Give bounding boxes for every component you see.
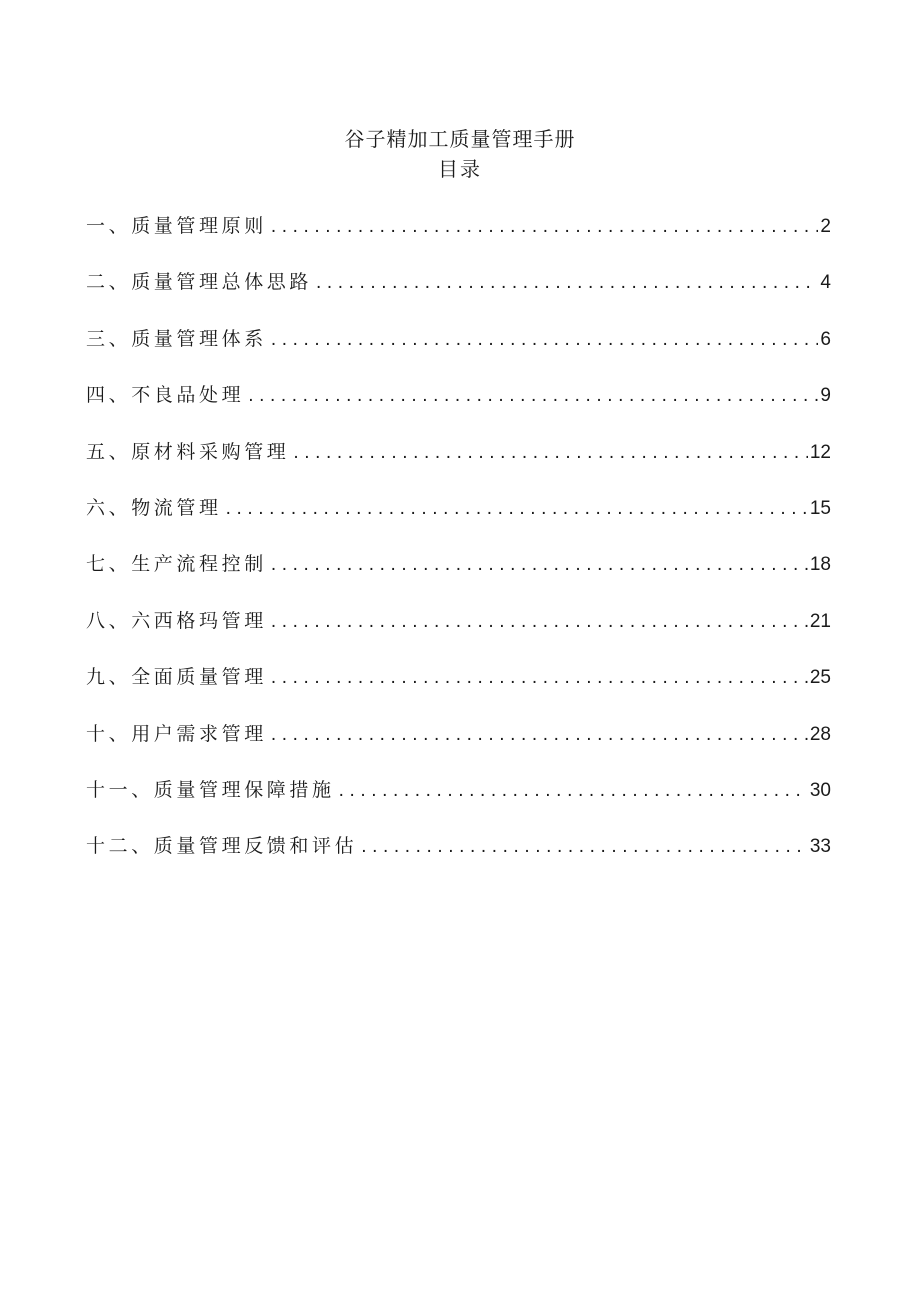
- toc-entry-label: 十一、质量管理保障措施: [86, 778, 335, 801]
- toc-entry-5[interactable]: [86, 437, 831, 493]
- toc-entry-4[interactable]: [86, 380, 831, 436]
- toc-entry-7[interactable]: [86, 549, 831, 605]
- toc-entry-page: 18: [809, 554, 831, 576]
- toc-dot-leader: [293, 438, 807, 468]
- toc-entry-page: 12: [809, 441, 831, 463]
- toc-entry-11[interactable]: [86, 775, 831, 831]
- toc-dot-leader: [271, 720, 808, 750]
- toc-entry-page: 4: [820, 272, 831, 294]
- toc-entry-page: 9: [820, 385, 831, 407]
- toc-entry-1[interactable]: [86, 211, 831, 267]
- toc-entry-page: 25: [809, 667, 831, 689]
- document-title: 谷子精加工质量管理手册: [344, 127, 576, 151]
- toc-entry-10[interactable]: [86, 719, 831, 775]
- toc-entry-label: 七、生产流程控制: [86, 553, 267, 576]
- toc-entry-3[interactable]: [86, 324, 831, 380]
- toc-entry-label: 一、质量管理原则: [86, 215, 267, 237]
- toc-entry-8[interactable]: [86, 606, 831, 662]
- toc-entry-label: 九、全面质量管理: [86, 666, 267, 689]
- toc-entry-page: 21: [809, 610, 831, 632]
- toc-dot-leader: [271, 607, 808, 637]
- toc-dot-leader: [339, 776, 808, 806]
- toc-entry-page: 15: [809, 497, 831, 519]
- toc-entry-label: 四、不良品处理: [86, 384, 245, 407]
- toc-entry-9[interactable]: [86, 662, 831, 718]
- toc-entry-page: 28: [809, 723, 831, 745]
- toc-entry-6[interactable]: [86, 493, 831, 549]
- toc-entry-2[interactable]: [86, 267, 831, 323]
- toc-entry-page: 2: [820, 216, 831, 237]
- toc-dot-leader: [248, 381, 818, 411]
- toc-dot-leader: [316, 268, 818, 298]
- toc-entry-12[interactable]: [86, 831, 831, 887]
- toc-entry-label: 十、用户需求管理: [86, 722, 267, 745]
- toc-dot-leader: [271, 325, 819, 355]
- toc-entry-label: 五、原材料采购管理: [86, 440, 290, 463]
- toc-entry-page: 33: [809, 836, 831, 858]
- toc-dot-leader: [271, 212, 819, 242]
- toc-entry-label: 十二、质量管理反馈和评估: [86, 835, 358, 858]
- toc-dot-leader: [226, 494, 808, 524]
- toc-entry-page: 30: [809, 779, 831, 801]
- toc-entry-label: 二、质量管理总体思路: [86, 271, 313, 294]
- toc-dot-leader: [271, 663, 808, 693]
- toc-dot-leader: [271, 550, 808, 580]
- toc-dot-leader: [361, 832, 808, 862]
- toc-entry-label: 八、六西格玛管理: [86, 609, 267, 632]
- table-of-contents: [86, 211, 831, 888]
- toc-entry-label: 六、物流管理: [86, 496, 222, 519]
- toc-entry-label: 三、质量管理体系: [86, 327, 267, 350]
- toc-heading: 目录: [438, 157, 482, 181]
- toc-entry-page: 6: [820, 328, 831, 350]
